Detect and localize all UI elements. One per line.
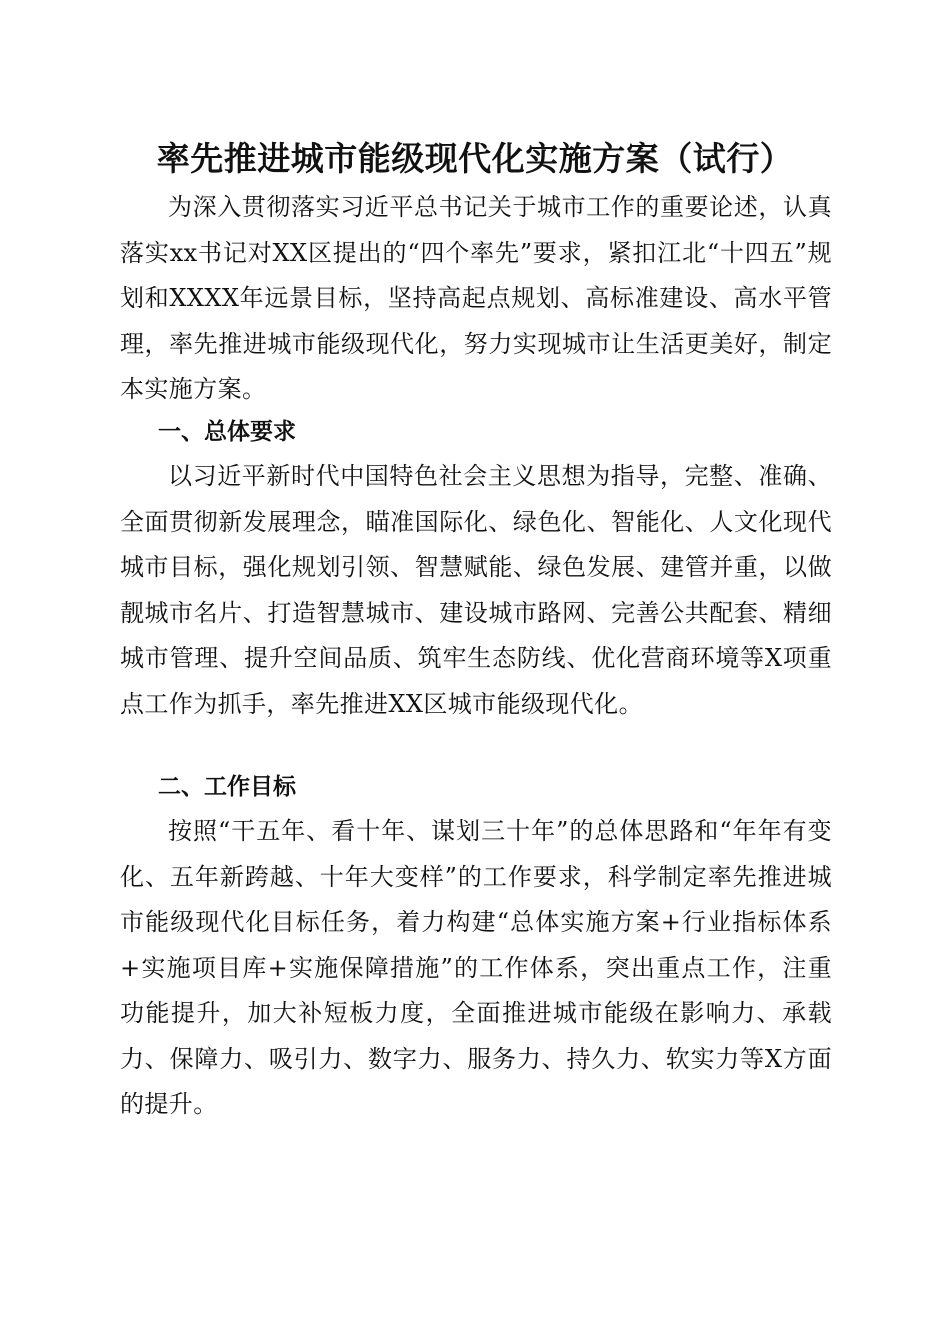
intro-paragraph: 为深入贯彻落实习近平总书记关于城市工作的重要论述，认真落实xx书记对XX区提出的“四个率先”要求，紧扣江北“十四五”规划和XXXX年远景目标，坚持高起点规划、高标准建设、高水平管理，率先推进城市能级现代化，努力实现城市让生活更美好，制定本实施方案。: [120, 193, 832, 403]
general-requirements-paragraph: 以习近平新时代中国特色社会主义思想为指导，完整、准确、全面贯彻新发展理念，瞄准国际化、绿色化、智能化、人文化现代城市目标，强化规划引领、智慧赋能、绿色发展、建管并重，以做靓城市名片、打造智慧城市、建设城市路网、完善公共配套、精细城市管理、提升空间品质、筑牢生态防线、优化营商环境等X项重点工作为抓手，率先推进XX区城市能级现代化。: [120, 462, 832, 718]
section-heading-general-requirements: 一、总体要求: [158, 419, 296, 445]
document-title: 率先推进城市能级现代化实施方案（试行）: [156, 139, 794, 178]
section-heading-work-goals: 二、工作目标: [158, 774, 296, 800]
work-goals-paragraph: 按照“干五年、看十年、谋划三十年”的总体思路和“年年有变化、五年新跨越、十年大变样”的工作要求，科学制定率先推进城市能级现代化目标任务，着力构建“总体实施方案+行业指标体系+实施项目库+实施保障措施”的工作体系，突出重点工作，注重功能提升，加大补短板力度，全面推进城市能级在影响力、承载力、保障力、吸引力、数字力、服务力、持久力、软实力等X方面的提升。: [120, 817, 832, 1118]
